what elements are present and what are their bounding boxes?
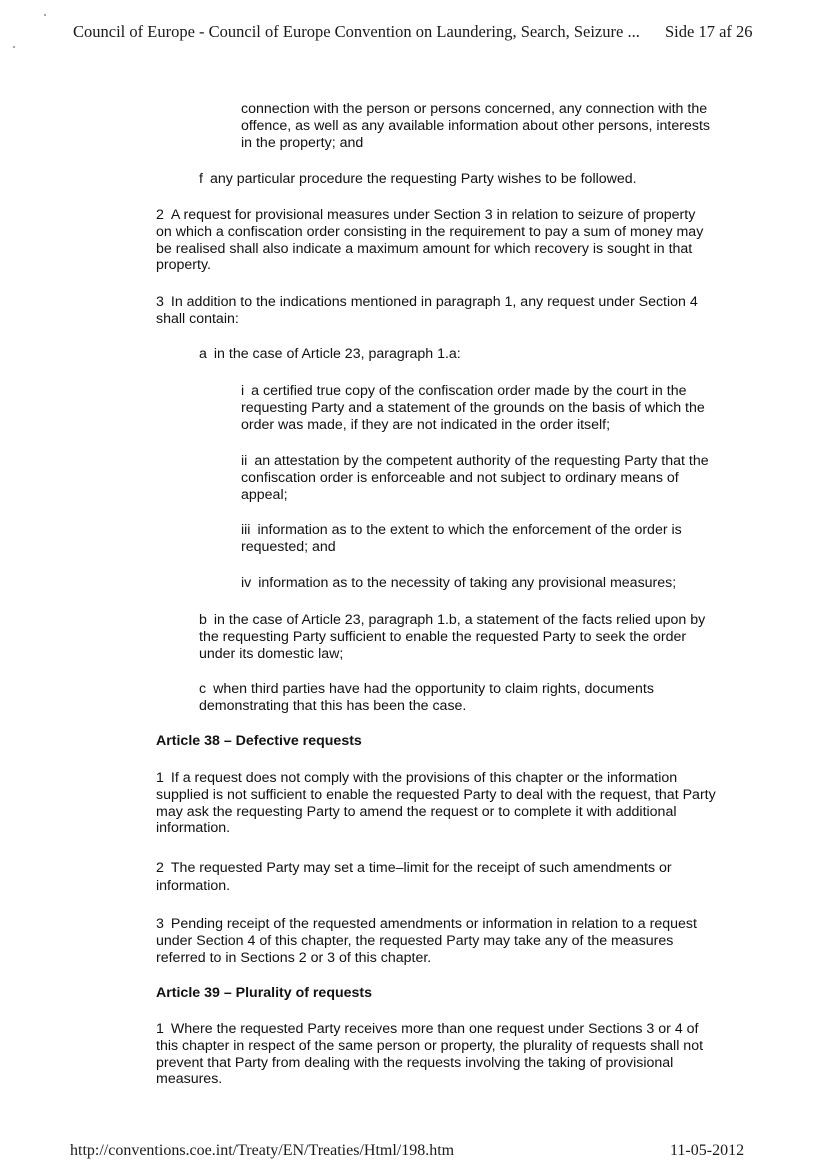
item-text: information as to the necessity of taking any provisional measures; <box>258 575 677 591</box>
item-label: ii <box>241 453 248 469</box>
text-line: requesting Party and a statement of the grounds on the basis of which the <box>241 399 705 416</box>
paragraph-number: 1 <box>156 770 164 786</box>
article-38-paragraph-1 <box>156 770 716 837</box>
text-line: A request for provisional measures under Section 3 in relation to seizure of property <box>170 207 696 223</box>
item-ii <box>241 453 709 503</box>
item-b <box>199 612 705 662</box>
text-line: a certified true copy of the confiscation order made by the court in the <box>251 383 687 399</box>
item-label: c <box>199 681 207 697</box>
paragraph-2 <box>156 207 703 274</box>
article-39-paragraph-1 <box>156 1021 703 1088</box>
text-line: Pending receipt of the requested amendments or information in relation to a request <box>170 916 697 932</box>
page-number: Side 17 af 26 <box>665 22 753 41</box>
item-label: b <box>199 612 207 628</box>
text-line: offence, as well as any available information about other persons, interests <box>241 117 710 134</box>
text-line: under Section 4 of this chapter, the requested Party may take any of the measures <box>156 932 674 949</box>
article-39-heading: Article 39 – Plurality of requests <box>156 985 373 1001</box>
footer-url[interactable]: http://conventions.coe.int/Treaty/EN/Treaties/Html/198.htm <box>70 1142 455 1159</box>
text-line: information. <box>156 820 231 837</box>
article-38-heading: Article 38 – Defective requests <box>156 733 362 749</box>
text-line: information. <box>156 878 231 894</box>
text-line: The requested Party may set a time–limit for the receipt of such amendments or <box>170 860 672 876</box>
item-c <box>199 681 654 715</box>
footer-date: 11-05-2012 <box>670 1142 745 1159</box>
paragraph-number: 3 <box>156 916 164 932</box>
item-text: any particular procedure the requesting Party wishes to be followed. <box>209 171 637 187</box>
text-line: In addition to the indications mentioned in paragraph 1, any request under Section 4 <box>170 294 698 310</box>
text-line: connection with the person or persons concerned, any connection with the <box>241 101 708 117</box>
paragraph-number: 2 <box>156 207 164 223</box>
paragraph-3 <box>156 294 698 328</box>
paragraph-number: 1 <box>156 1021 164 1037</box>
text-line: order was made, if they are not indicated in the order itself; <box>241 416 611 433</box>
text-line: on which a confiscation order consisting in the requirement to pay a sum of money may <box>156 223 704 240</box>
text-line: information as to the extent to which the enforcement of the order is <box>257 522 682 538</box>
page-header <box>73 22 763 42</box>
text-line: in the property; and <box>241 134 364 151</box>
item-text: in the case of Article 23, paragraph 1.a: <box>213 346 461 362</box>
scan-speck <box>13 46 15 48</box>
article-38-paragraph-2 <box>156 859 672 895</box>
item-label: iii <box>241 522 251 538</box>
text-line: be realised shall also indicate a maximum amount for which recovery is sought in that <box>156 240 693 257</box>
text-line: prevent that Party from dealing with the requests involving the taking of provisional <box>156 1054 674 1071</box>
item-iii <box>241 522 682 556</box>
text-line: when third parties have had the opportunity to claim rights, documents <box>213 681 654 697</box>
text-line: confiscation order is enforceable and not subject to ordinary means of <box>241 469 679 486</box>
scan-speck <box>44 14 46 16</box>
text-line: in the case of Article 23, paragraph 1.b, a statement of the facts relied upon by <box>213 612 706 628</box>
paragraph-number: 3 <box>156 294 164 310</box>
document-title: Council of Europe - Council of Europe Convention on Laundering, Search, Seizure ... <box>73 22 640 41</box>
text-line: Where the requested Party receives more than one request under Sections 3 or 4 of <box>170 1021 699 1037</box>
text-line: under its domestic law; <box>199 645 344 662</box>
item-label: f <box>199 171 203 187</box>
text-line: requested; and <box>241 538 336 555</box>
item-label: a <box>199 346 207 362</box>
text-line: demonstrating that this has been the case. <box>199 697 467 714</box>
text-line: If a request does not comply with the provisions of this chapter or the information <box>170 770 678 786</box>
text-line: property. <box>156 257 211 274</box>
item-a <box>199 346 461 363</box>
item-f <box>199 171 637 188</box>
item-iv <box>241 575 676 592</box>
text-line: supplied is not sufficient to enable the requested Party to deal with the request, that Party <box>156 786 716 803</box>
text-line: an attestation by the competent authority of the requesting Party that the <box>254 453 709 469</box>
article-38-paragraph-3 <box>156 916 697 966</box>
paragraph-number: 2 <box>156 860 164 876</box>
item-label: i <box>241 383 245 399</box>
item-e-continuation <box>241 101 710 151</box>
text-line: the requesting Party sufficient to enable the requested Party to seek the order <box>199 628 687 645</box>
text-line: shall contain: <box>156 310 239 327</box>
text-line: this chapter in respect of the same person or property, the plurality of requests shall not <box>156 1037 704 1054</box>
item-label: iv <box>241 575 252 591</box>
text-line: may ask the requesting Party to amend the request or to complete it with additional <box>156 803 677 820</box>
text-line: appeal; <box>241 486 288 503</box>
text-line: referred to in Sections 2 or 3 of this chapter. <box>156 949 432 966</box>
text-line: measures. <box>156 1071 223 1088</box>
item-i <box>241 383 705 433</box>
